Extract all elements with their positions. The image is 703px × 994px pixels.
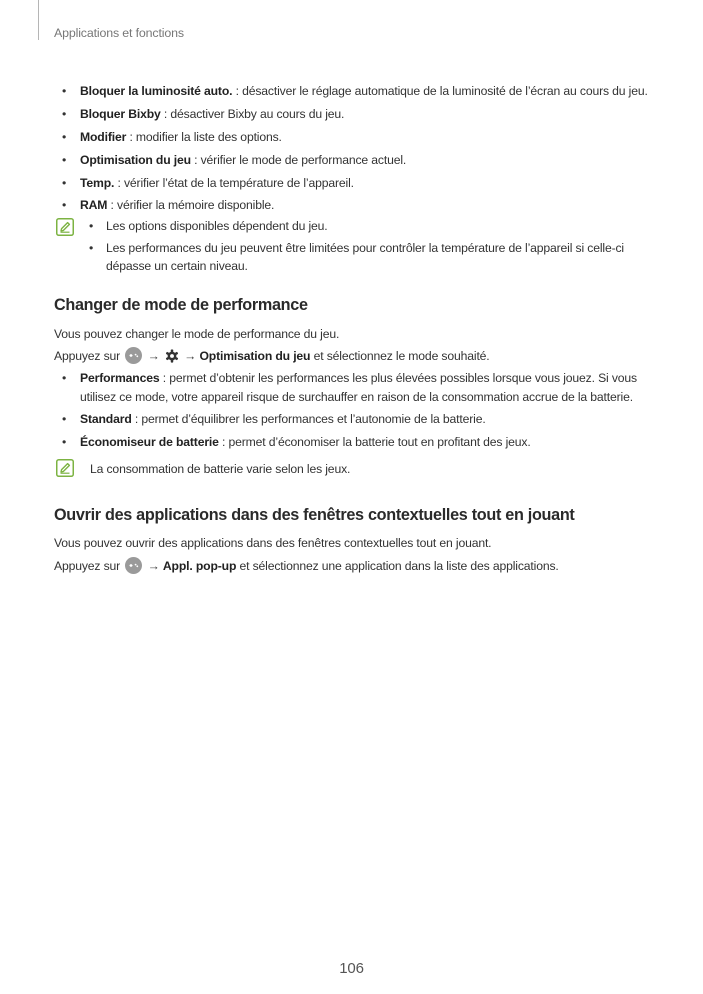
option-term: RAM [80,198,108,213]
game-controller-icon [125,557,142,574]
list-item [54,82,654,100]
option-description: : désactiver le réglage automatique de la luminosité de l’écran au cours du jeu. [232,84,648,98]
note-block [54,456,654,478]
list-item [54,433,654,451]
mode-description: : permet d’économiser la batterie tout en profitant des jeux. [218,435,531,450]
menu-path-term: Appl. pop-up [162,559,237,574]
page-number: 106 [339,960,364,977]
list-item [54,410,654,428]
note-block [54,217,654,276]
note-pencil-icon [56,459,74,477]
option-description: : modifier la liste des options. [126,129,282,144]
section-intro: Vous pouvez changer le mode de performance du jeu. [54,326,340,341]
list-item [54,196,654,214]
gear-icon [165,349,179,363]
menu-path-term: Optimisation du jeu [199,348,311,363]
mode-description: : permet d’obtenir les performances les plus élevées possibles lorsque vous jouez. Si vous utilisez ce mode, votre appareil risque de surchauffer en raison de la consommation accrue de la batterie. [80,371,637,404]
game-controller-icon [125,347,142,364]
option-description: : vérifier l’état de la température de l’appareil. [114,175,354,190]
note-pencil-icon [56,218,74,236]
note-item: • Les performances du jeu peuvent être limitées pour contrôler la température de l’appareil si celle-ci dépasse un certain niveau. [106,239,654,276]
option-description: : vérifier la mémoire disponible. [107,198,275,213]
mode-term: Standard [80,412,132,427]
instruction-step: Appuyez sur → Appl. pop-up et sélectionnez une application dans la liste des applications. [54,559,559,574]
note-list [106,217,654,276]
option-term: Bloquer Bixby [80,106,161,121]
margin-line [38,0,39,40]
section-intro: Vous pouvez ouvrir des applications dans des fenêtres contextuelles tout en jouant. [54,535,492,550]
page-content [54,82,654,576]
intro-bullet-list [54,82,654,215]
option-term: Optimisation du jeu [80,152,191,167]
note-text: La consommation de batterie varie selon les jeux. [90,461,351,476]
list-item [54,369,654,406]
mode-term: Performances [80,371,160,386]
running-head: Applications et fonctions [54,26,184,40]
option-term: Temp. [80,175,115,190]
performance-mode-list [54,369,654,451]
list-item [54,151,654,169]
section-heading-popup: Ouvrir des applications dans des fenêtres contextuelles tout en jouant [54,505,575,524]
section-heading-performance: Changer de mode de performance [54,295,308,314]
mode-description: : permet d’équilibrer les performances et l’autonomie de la batterie. [131,412,486,427]
mode-term: Économiseur de batterie [80,435,219,450]
list-item [54,105,654,123]
list-item [54,128,654,146]
option-description: : désactiver Bixby au cours du jeu. [160,106,345,121]
list-item [54,174,654,192]
option-description: : vérifier le mode de performance actuel. [190,152,407,167]
instruction-step: Appuyez sur → → Optimisation du jeu et sélectionnez le mode souhaité. [54,348,490,363]
option-term: Bloquer la luminosité auto. [80,84,233,98]
note-item: • Les options disponibles dépendent du jeu. [106,217,654,235]
option-term: Modifier [80,129,127,144]
